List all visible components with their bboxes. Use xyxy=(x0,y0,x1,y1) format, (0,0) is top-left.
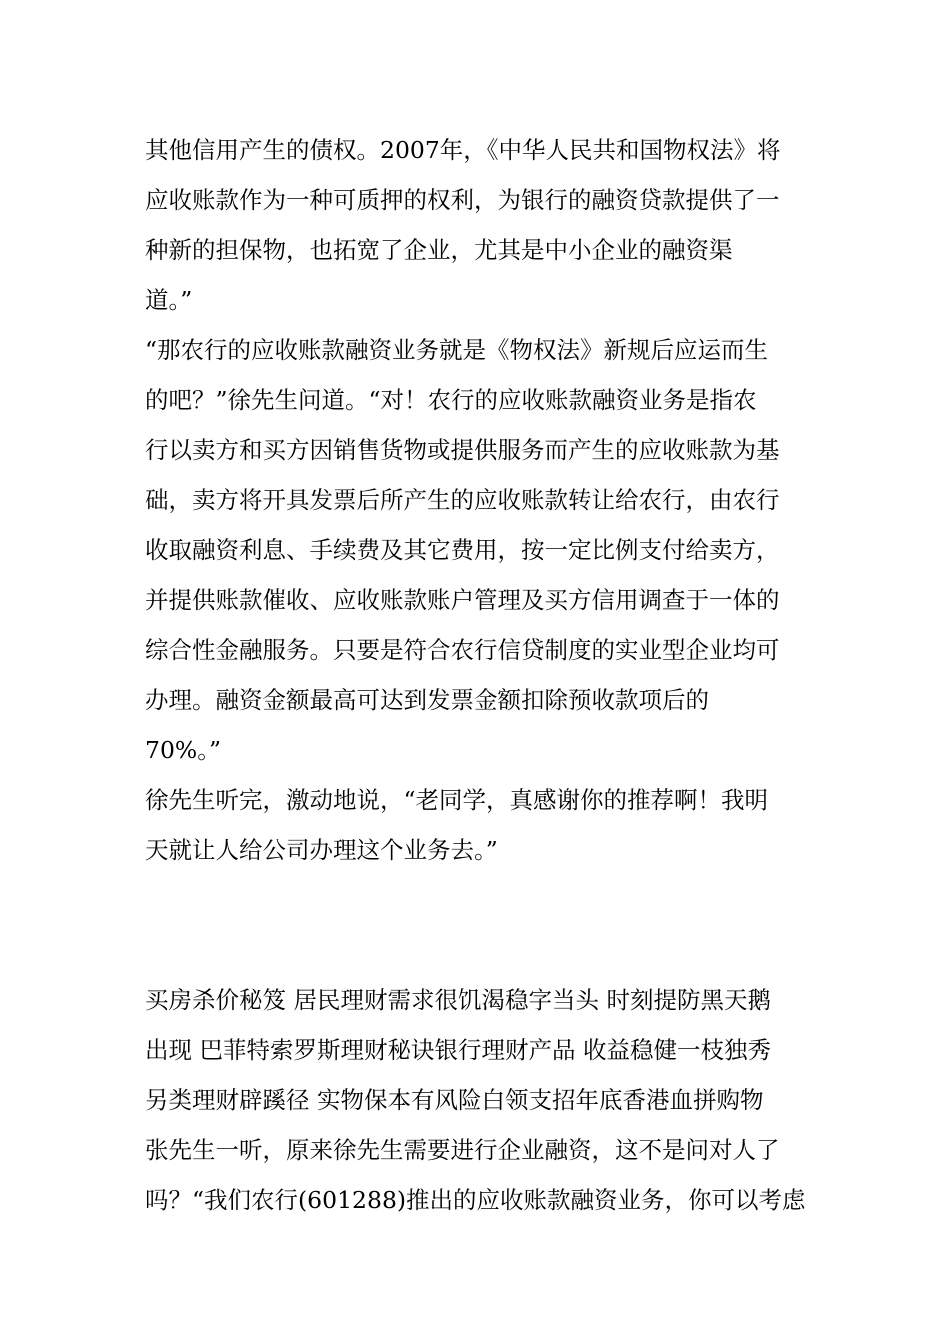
text-line: 行以卖方和买方因销售货物或提供服务而产生的应收账款为基 xyxy=(145,436,780,464)
text-line: 买房杀价秘笈 居民理财需求很饥渴稳字当头 时刻提防黑天鹅 xyxy=(145,986,771,1014)
text-line: 其他信用产生的债权。2007年，《中华人民共和国物权法》将 xyxy=(145,136,781,164)
text-line: 70%。” xyxy=(145,736,221,764)
text-line: “那农行的应收账款融资业务就是《物权法》新规后应运而生 xyxy=(145,336,769,364)
text-line: 应收账款作为一种可质押的权利，为银行的融资贷款提供了一 xyxy=(145,186,780,214)
text-line: 徐先生听完，激动地说，“老同学，真感谢你的推荐啊！我明 xyxy=(145,786,769,814)
text-line: 出现 巴菲特索罗斯理财秘诀银行理财产品 收益稳健一枝独秀 xyxy=(145,1036,771,1064)
text-line: 张先生一听，原来徐先生需要进行企业融资，这不是问对人了 xyxy=(145,1136,780,1164)
text-line: 种新的担保物，也拓宽了企业，尤其是中小企业的融资渠 xyxy=(145,236,733,264)
text-line: 吗？“我们农行(601288)推出的应收账款融资业务，你可以考虑 xyxy=(145,1186,806,1214)
text-line: 收取融资利息、手续费及其它费用，按一定比例支付给卖方， xyxy=(145,536,780,564)
text-line: 另类理财辟蹊径 实物保本有风险白领支招年底香港血拼购物 xyxy=(145,1086,764,1114)
text-line: 础，卖方将开具发票后所产生的应收账款转让给农行，由农行 xyxy=(145,486,780,514)
text-line: 综合性金融服务。只要是符合农行信贷制度的实业型企业均可 xyxy=(145,636,780,664)
text-line: 的吧？”徐先生问道。“对！农行的应收账款融资业务是指农 xyxy=(145,386,757,414)
text-line: 天就让人给公司办理这个业务去。” xyxy=(145,836,498,864)
text-line: 道。” xyxy=(145,286,193,314)
text-line: 办理。融资金额最高可达到发票金额扣除预收款项后的 xyxy=(145,686,709,714)
text-line: 并提供账款催收、应收账款账户管理及买方信用调查于一体的 xyxy=(145,586,780,614)
